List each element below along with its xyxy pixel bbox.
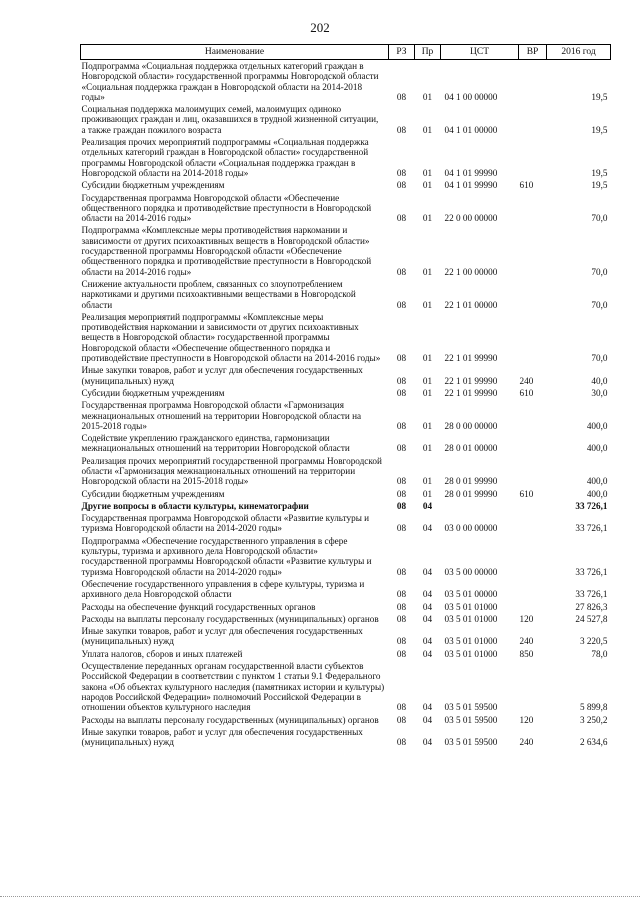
row-name-cell: Обеспечение государственного управления в сфере культуры, туризма и архивного дела Новгородской области — [81, 578, 365, 600]
row-vr-cell — [519, 601, 547, 613]
row-pr-cell: 04 — [422, 523, 433, 534]
row-cst-cell: 22 0 00 00000 — [444, 213, 498, 224]
row-rz-cell: 08 — [396, 124, 407, 135]
row-amount-cell: 19,5 — [591, 91, 608, 102]
row-vr-cell: 610 — [519, 488, 534, 499]
column-header-cst: ЦСТ — [441, 45, 519, 60]
table-row — [81, 500, 611, 512]
row-pr-cell: 04 — [422, 714, 433, 725]
row-name-cell: Подпрограмма «Социальная поддержка отдельных категорий граждан в Новгородской области» государственной программы Новгородской области «Социальная поддержка граждан в Новгородской области на 2014-2018 годы» — [81, 61, 379, 102]
row-amount-cell: 3 250,2 — [579, 714, 608, 725]
row-vr-cell — [519, 500, 547, 512]
row-vr-cell — [519, 399, 547, 432]
page-number: 202 — [310, 20, 330, 35]
row-rz-cell: 08 — [396, 91, 407, 102]
row-name-cell: Расходы на выплаты персоналу государственных (муниципальных) органов — [81, 714, 379, 725]
row-pr-cell: 01 — [422, 353, 433, 364]
row-pr-cell: 04 — [422, 636, 433, 647]
row-name-cell: Расходы на обеспечение функций государственных органов — [81, 601, 316, 612]
column-header-pr: Пр — [415, 45, 441, 60]
row-pr-cell: 01 — [422, 213, 433, 224]
row-amount-cell: 70,0 — [591, 266, 608, 277]
row-amount-cell: 33 726,1 — [575, 523, 608, 534]
row-pr-cell: 04 — [422, 500, 433, 511]
row-cst-cell: 04 1 00 00000 — [444, 91, 498, 102]
row-vr-cell: 120 — [519, 613, 534, 624]
row-name-cell: Иные закупки товаров, работ и услуг для обеспечения государственных (муниципальных) нужд — [81, 726, 363, 748]
row-pr-cell: 01 — [422, 443, 433, 454]
row-pr-cell: 04 — [422, 589, 433, 600]
row-cst-cell: 03 5 01 01000 — [444, 648, 498, 659]
row-name-cell: Подпрограмма «Комплексные меры противодействия наркомании и зависимости от других психоактивных веществ в Новгородской области» государственной программы Новгородской области «Обеспечение общественного порядка и противодействие преступности в Новгородской области на 2014-2016 годы» — [81, 225, 372, 277]
table-row — [81, 278, 611, 311]
row-name-cell: Реализация мероприятий подпрограммы «Комплексные меры противодействия наркомании и зависимости от других психоактивных веществ в Новгородской области» государственной программы Новгородской области «Обеспечение общественного порядка и противодействие преступности в Новгородской области на 2014-2016 годы» — [81, 311, 381, 364]
row-vr-cell: 240 — [519, 375, 534, 386]
row-vr-cell — [519, 311, 547, 364]
table-row — [81, 192, 611, 225]
row-amount-cell: 2 634,6 — [579, 737, 608, 748]
row-vr-cell — [519, 455, 547, 488]
row-amount-cell: 78,0 — [591, 648, 608, 659]
row-name-cell: Подпрограмма «Обеспечение государственного управления в сфере культуры, туризма и архивного дела Новгородской области» государственной программы Новгородской области «Развитие культуры и туризма Новгородской области на 2014-2020 годы» — [81, 535, 372, 577]
row-vr-cell — [519, 512, 547, 535]
table-row — [81, 224, 611, 277]
row-rz-cell: 08 — [396, 266, 407, 277]
row-amount-cell: 400,0 — [586, 476, 608, 487]
row-cst-cell: 04 1 01 00000 — [444, 124, 498, 135]
row-pr-cell: 04 — [422, 566, 433, 577]
row-name-cell: Субсидии бюджетным учреждениям — [81, 488, 225, 499]
row-pr-cell: 01 — [422, 180, 433, 191]
row-amount-cell: 70,0 — [591, 213, 608, 224]
row-pr-cell: 01 — [422, 266, 433, 277]
row-amount-cell: 5 899,8 — [579, 702, 608, 713]
row-rz-cell: 08 — [396, 213, 407, 224]
table-row — [81, 488, 611, 500]
row-rz-cell: 08 — [396, 737, 407, 748]
table-body — [81, 60, 611, 749]
row-cst-cell: 04 1 01 99990 — [444, 167, 498, 178]
row-name-cell: Реализация прочих мероприятий государственной программы Новгородской области «Гармонизация межнациональных отношений на территории Новгородской области на 2015-2018 годы» — [81, 455, 382, 487]
table-row — [81, 387, 611, 399]
row-vr-cell — [519, 60, 547, 104]
row-rz-cell: 08 — [396, 167, 407, 178]
row-amount-cell: 30,0 — [591, 387, 608, 398]
row-pr-cell: 04 — [422, 648, 433, 659]
column-header-rz: РЗ — [389, 45, 415, 60]
row-name-cell: Социальная поддержка малоимущих семей, малоимущих одиноко проживающих граждан и лиц, оказавшихся в трудной жизненной ситуации, а также граждан пожилого возраста — [81, 104, 379, 135]
row-cst-cell: 04 1 01 99990 — [444, 180, 498, 191]
row-pr-cell: 01 — [422, 420, 433, 431]
table-row — [81, 601, 611, 613]
row-amount-cell: 3 220,5 — [579, 636, 608, 647]
row-vr-cell: 610 — [519, 387, 534, 398]
table-row — [81, 648, 611, 660]
row-pr-cell: 04 — [422, 737, 433, 748]
table-row — [81, 512, 611, 535]
row-amount-cell: 19,5 — [591, 167, 608, 178]
row-cst-cell: 03 5 01 01000 — [444, 636, 498, 647]
row-rz-cell: 08 — [396, 299, 407, 310]
row-cst-cell: 22 1 01 99990 — [444, 387, 498, 398]
table-row — [81, 535, 611, 578]
row-amount-cell: 40,0 — [591, 375, 608, 386]
table-row — [81, 103, 611, 136]
row-pr-cell: 01 — [422, 167, 433, 178]
row-pr-cell: 04 — [422, 613, 433, 624]
row-rz-cell: 08 — [396, 353, 407, 364]
row-vr-cell — [519, 578, 547, 601]
row-name-cell: Осуществление переданных органам государственной власти субъектов Российской Федерации в соответствии с пунктом 1 статьи 9.1 Федерального закона «Об объектах культурного наследия (памятниках истории и культуры) народов Российской Федерации» полномочий Российской Федерации в отношении объектов культурного наследия — [81, 661, 385, 713]
row-cst-cell — [441, 500, 519, 512]
row-name-cell: Содействие укреплению гражданского единства, гармонизации межнациональных отношений на территории Новгородской области — [81, 433, 350, 454]
column-header-year: 2016 год — [547, 45, 611, 60]
row-cst-cell: 28 0 01 99990 — [444, 476, 498, 487]
row-name-cell: Иные закупки товаров, работ и услуг для обеспечения государственных (муниципальных) нужд — [81, 365, 363, 386]
table-row — [81, 60, 611, 104]
row-pr-cell: 04 — [422, 601, 433, 612]
row-rz-cell: 08 — [396, 523, 407, 534]
row-rz-cell: 08 — [396, 601, 407, 612]
row-cst-cell: 03 5 01 59500 — [444, 737, 498, 748]
table-row — [81, 399, 611, 432]
row-rz-cell: 08 — [396, 648, 407, 659]
row-pr-cell: 01 — [422, 375, 433, 386]
row-name-cell: Субсидии бюджетным учреждениям — [81, 387, 225, 398]
row-amount-cell: 400,0 — [586, 488, 608, 499]
row-name-cell: Снижение актуальности проблем, связанных со злоупотреблением наркотиками и другими психоактивными веществами в Новгородской области — [81, 278, 356, 310]
row-rz-cell: 08 — [396, 702, 407, 713]
budget-table — [80, 44, 611, 748]
row-name-cell: Субсидии бюджетным учреждениям — [81, 180, 225, 191]
row-amount-cell: 27 826,3 — [575, 601, 608, 612]
row-vr-cell: 120 — [519, 714, 534, 725]
row-cst-cell: 28 0 01 00000 — [444, 443, 498, 454]
table-row — [81, 179, 611, 191]
row-rz-cell: 08 — [396, 375, 407, 386]
table-row — [81, 311, 611, 364]
row-rz-cell: 08 — [396, 613, 407, 624]
row-vr-cell: 610 — [519, 180, 534, 191]
row-pr-cell: 01 — [422, 91, 433, 102]
table-row — [81, 660, 611, 713]
row-amount-cell: 33 726,1 — [575, 500, 608, 511]
row-rz-cell: 08 — [396, 488, 407, 499]
row-vr-cell — [519, 660, 547, 713]
row-vr-cell — [519, 432, 547, 455]
table-row — [81, 136, 611, 179]
row-pr-cell: 01 — [422, 387, 433, 398]
row-amount-cell: 19,5 — [591, 180, 608, 191]
row-name-cell: Другие вопросы в области культуры, кинематографии — [81, 500, 309, 511]
row-name-cell: Уплата налогов, сборов и иных платежей — [81, 648, 243, 659]
page-bottom-divider — [0, 896, 640, 897]
table-row — [81, 625, 611, 648]
row-amount-cell: 400,0 — [586, 443, 608, 454]
row-name-cell: Государственная программа Новгородской области «Развитие культуры и туризма Новгородской области на 2014-2020 годы» — [81, 513, 370, 534]
row-vr-cell: 240 — [519, 737, 534, 748]
row-cst-cell: 03 5 00 00000 — [444, 566, 498, 577]
table-row — [81, 455, 611, 488]
row-cst-cell: 28 0 01 99990 — [444, 488, 498, 499]
row-pr-cell: 04 — [422, 702, 433, 713]
row-cst-cell: 22 1 00 00000 — [444, 266, 498, 277]
table-row — [81, 432, 611, 455]
table-row — [81, 714, 611, 726]
row-amount-cell: 24 527,8 — [575, 613, 608, 624]
row-vr-cell: 850 — [519, 648, 534, 659]
row-vr-cell — [519, 103, 547, 136]
row-amount-cell: 33 726,1 — [575, 566, 608, 577]
table-row — [81, 364, 611, 387]
row-pr-cell: 01 — [422, 299, 433, 310]
row-rz-cell: 08 — [396, 387, 407, 398]
row-vr-cell — [519, 535, 547, 578]
row-cst-cell: 03 5 01 00000 — [444, 589, 498, 600]
row-amount-cell: 70,0 — [591, 299, 608, 310]
row-name-cell: Государственная программа Новгородской области «Гармонизация межнациональных отношений на территории Новгородской области на 2015-2018 годы» — [81, 400, 362, 431]
column-header-vr: ВР — [519, 45, 547, 60]
row-rz-cell: 08 — [396, 566, 407, 577]
row-vr-cell: 240 — [519, 636, 534, 647]
row-amount-cell: 19,5 — [591, 124, 608, 135]
row-name-cell: Иные закупки товаров, работ и услуг для обеспечения государственных (муниципальных) нужд — [81, 626, 363, 647]
row-rz-cell: 08 — [396, 180, 407, 191]
row-name-cell: Реализация прочих мероприятий подпрограммы «Социальная поддержка отдельных категорий граждан в Новгородской области» государственной программы Новгородской области «Социальная поддержка граждан в Новгородской области на 2014-2018 годы» — [81, 137, 369, 178]
table-header-row — [81, 45, 611, 60]
row-name-cell: Государственная программа Новгородской области «Обеспечение общественного порядка и противодействие преступности в Новгородской области на 2014-2016 годы» — [81, 192, 372, 224]
row-cst-cell: 22 1 01 99990 — [444, 375, 498, 386]
row-vr-cell — [519, 278, 547, 311]
table-row — [81, 613, 611, 625]
row-vr-cell — [519, 136, 547, 179]
row-rz-cell: 08 — [396, 476, 407, 487]
row-rz-cell: 08 — [396, 500, 407, 511]
row-rz-cell: 08 — [396, 589, 407, 600]
row-vr-cell — [519, 224, 547, 277]
row-cst-cell: 28 0 00 00000 — [444, 420, 498, 431]
row-cst-cell: 03 5 01 59500 — [444, 714, 498, 725]
row-amount-cell: 70,0 — [591, 353, 608, 364]
row-cst-cell: 22 1 01 00000 — [444, 299, 498, 310]
row-pr-cell: 01 — [422, 488, 433, 499]
row-cst-cell: 03 5 01 59500 — [444, 702, 498, 713]
row-pr-cell: 01 — [422, 476, 433, 487]
row-cst-cell: 03 0 00 00000 — [444, 523, 498, 534]
row-amount-cell: 33 726,1 — [575, 589, 608, 600]
row-pr-cell: 01 — [422, 124, 433, 135]
table-row — [81, 726, 611, 749]
row-cst-cell: 03 5 01 01000 — [444, 601, 498, 612]
row-cst-cell: 22 1 01 99990 — [444, 353, 498, 364]
row-rz-cell: 08 — [396, 420, 407, 431]
row-cst-cell: 03 5 01 01000 — [444, 613, 498, 624]
row-rz-cell: 08 — [396, 636, 407, 647]
row-rz-cell: 08 — [396, 443, 407, 454]
table-row — [81, 578, 611, 601]
row-name-cell: Расходы на выплаты персоналу государственных (муниципальных) органов — [81, 613, 379, 624]
row-amount-cell: 400,0 — [586, 420, 608, 431]
row-vr-cell — [519, 192, 547, 225]
row-rz-cell: 08 — [396, 714, 407, 725]
column-header-name: Наименование — [81, 45, 389, 60]
